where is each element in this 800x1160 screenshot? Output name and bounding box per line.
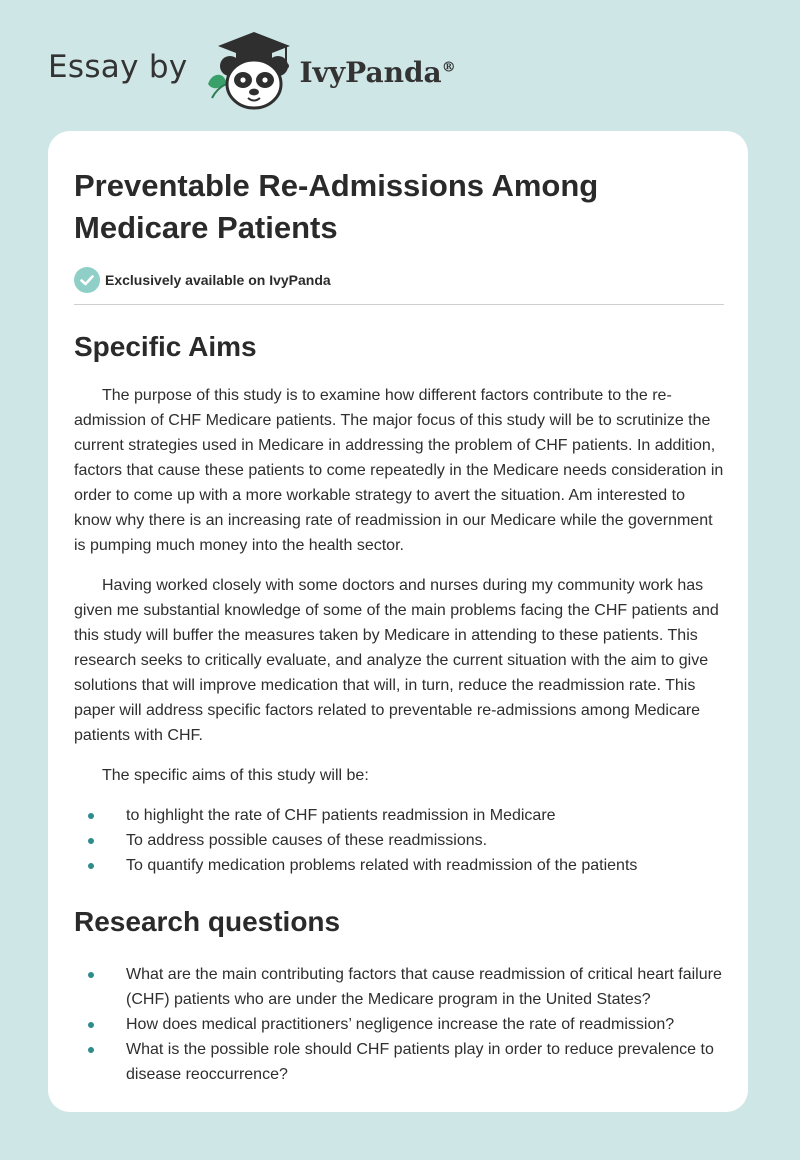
list-item-text: To quantify medication problems related with readmission of the patients xyxy=(126,857,638,874)
trademark-symbol: ® xyxy=(441,59,456,76)
page-title: Preventable Re-Admissions Among Medicare Patients xyxy=(74,168,599,245)
bullet-icon xyxy=(88,813,94,819)
check-circle-icon xyxy=(74,267,100,293)
brand-name-text: IvyPanda xyxy=(299,55,442,89)
bullet-icon xyxy=(88,838,94,844)
bullet-icon xyxy=(88,863,94,869)
list-item xyxy=(74,1037,724,1087)
brand-name xyxy=(300,56,456,89)
list-item xyxy=(74,1012,724,1037)
list-item-text: To address possible causes of these readmissions. xyxy=(126,832,488,849)
specific-aims-section xyxy=(74,329,724,878)
brand-prefix: Essay by xyxy=(48,49,188,85)
paragraph: Having worked closely with some doctors and nurses during my community work has given me substantial knowledge of some of the main problems facing the CHF patients and this study will buffer the measures taken by Medicare in attending to these patients. This research seeks to critically evaluate, and analyze the current situation with the aim to give solutions that will improve medication that will, in turn, reduce the readmission rate. This paper will address specific factors related to preventable re-admissions among Medicare patients with CHF. xyxy=(74,577,719,744)
list-item-text: How does medical practitioners’ negligence increase the rate of readmission? xyxy=(126,1016,675,1033)
badge-label: Exclusively available on IvyPanda xyxy=(105,272,331,288)
bullet-icon xyxy=(88,972,94,978)
brand-logo-link[interactable] xyxy=(48,28,456,112)
bullet-icon xyxy=(88,1022,94,1028)
section-heading: Research questions xyxy=(74,906,341,937)
list-item xyxy=(74,828,724,853)
paragraph: The specific aims of this study will be: xyxy=(102,767,369,784)
paragraph: The purpose of this study is to examine how different factors contribute to the re-admission of CHF Medicare patients. The major focus of this study will be to scrutinize the current strategies used in Medicare in addressing the problem of CHF patients. In addition, factors that cause these patients to come repeatedly in the Medicare needs consideration in order to come up with a more workable strategy to avert the situation. Am interested to know why there is an increasing rate of readmission in our Medicare while the government is pumping much money into the health sector. xyxy=(74,387,724,554)
list-item xyxy=(74,853,724,878)
exclusive-badge xyxy=(74,266,724,294)
essay-card xyxy=(48,131,748,1112)
research-questions-section xyxy=(74,904,724,1087)
panda-logo-icon xyxy=(202,28,298,112)
section-heading: Specific Aims xyxy=(74,331,257,362)
bullet-icon xyxy=(88,1047,94,1053)
list-item-text: to highlight the rate of CHF patients readmission in Medicare xyxy=(126,807,556,824)
list-item xyxy=(74,962,724,1012)
list-item xyxy=(74,803,724,828)
list-item-text: What are the main contributing factors that cause readmission of critical heart failure (CHF) patients who are under the Medicare program in the United States? xyxy=(126,966,722,1008)
aims-list xyxy=(74,803,724,878)
questions-list xyxy=(74,962,724,1087)
list-item-text: What is the possible role should CHF patients play in order to reduce prevalence to disease reoccurrence? xyxy=(126,1041,714,1083)
title-divider xyxy=(74,304,724,305)
essay-content xyxy=(74,165,724,1087)
